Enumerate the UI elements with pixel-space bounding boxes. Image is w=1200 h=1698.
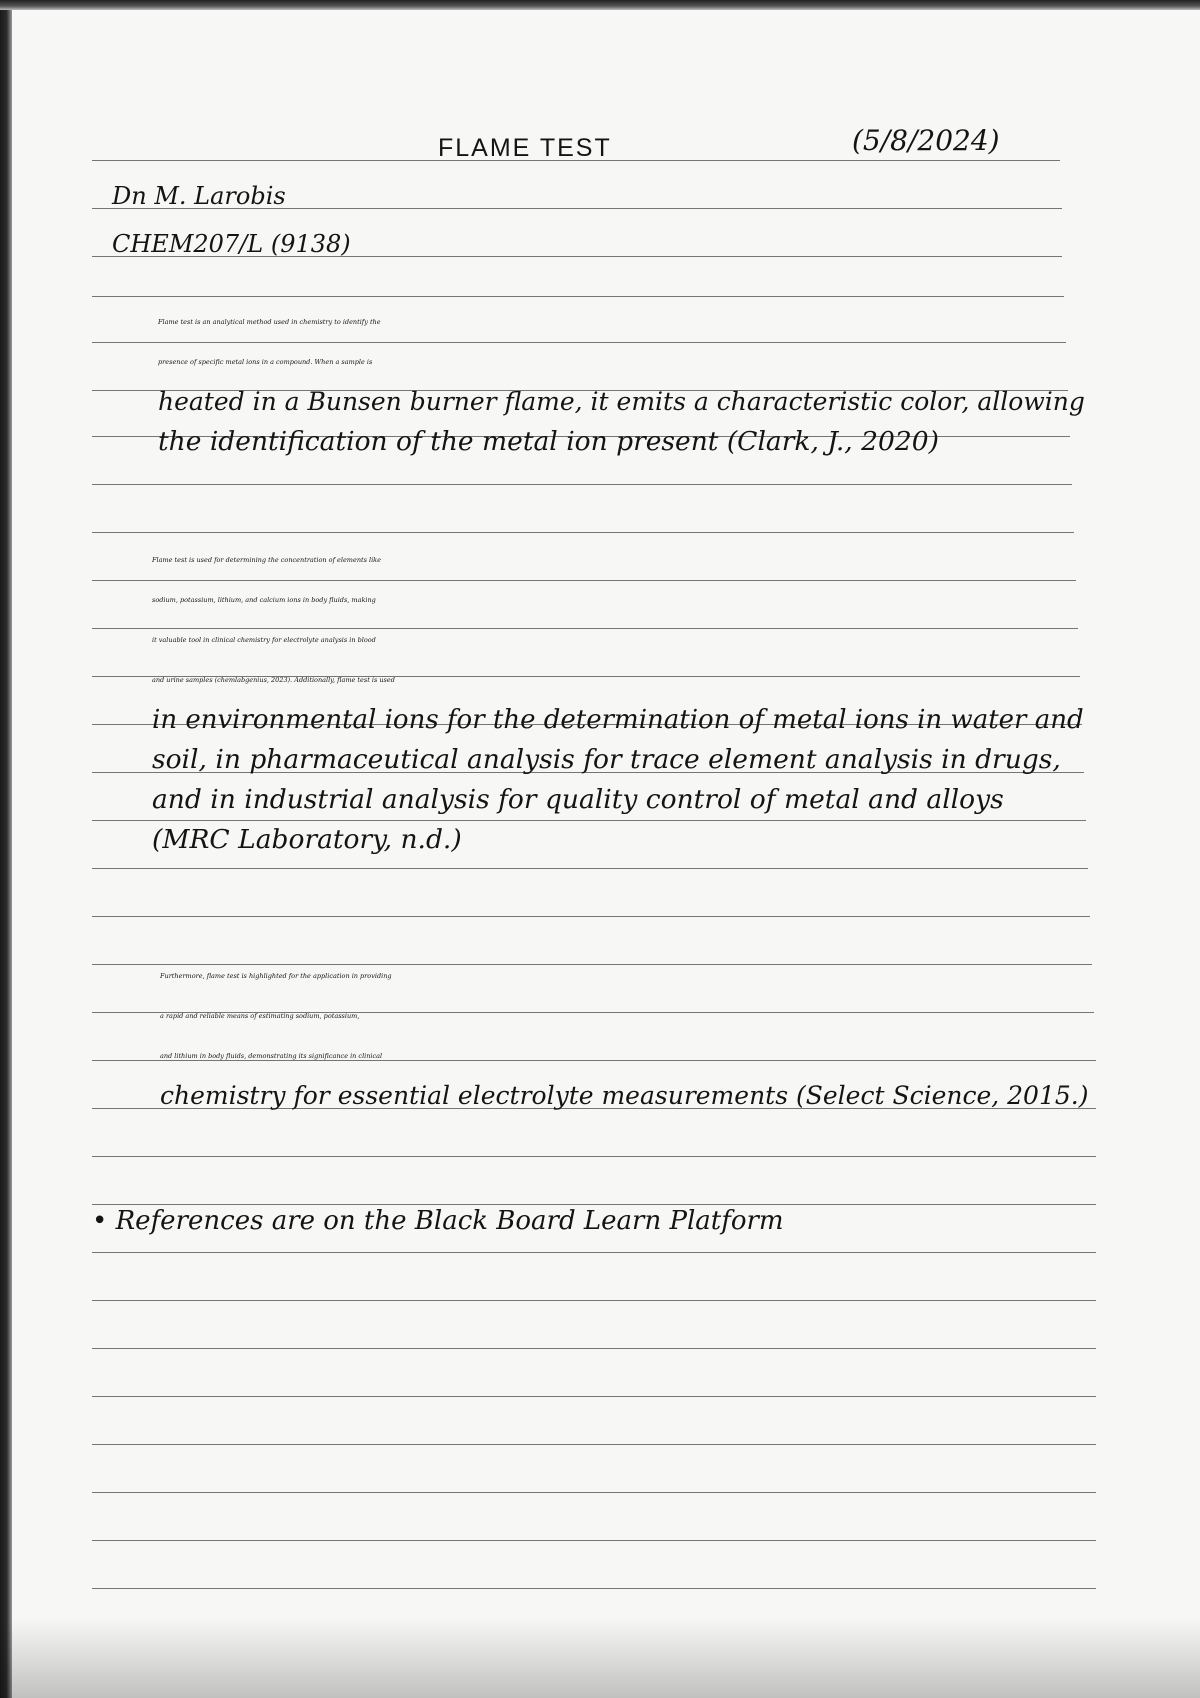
ruled-line — [92, 1588, 1096, 1589]
page-edge-top — [0, 0, 1200, 10]
paragraph-line: chemistry for essential electrolyte measurements (Select Science, 2015.) — [160, 1081, 1089, 1110]
ruled-line — [92, 1156, 1096, 1157]
paragraph-line: presence of specific metal ions in a compound. When a sample is — [158, 358, 373, 366]
paragraph-3 — [160, 956, 1088, 1116]
paragraph-2 — [152, 540, 1084, 860]
page-title: FLAME TEST — [438, 134, 612, 162]
ruled-line — [92, 916, 1090, 917]
paragraph-line: and in industrial analysis for quality control of metal and alloys — [152, 784, 1004, 815]
paragraph-line: heated in a Bunsen burner flame, it emits a characteristic color, allowing — [158, 387, 1085, 416]
paragraph-line: and lithium in body fluids, demonstrating its significance in clinical — [160, 1052, 383, 1060]
paragraph-line: Flame test is an analytical method used in chemistry to identify the — [158, 318, 381, 326]
scan-shadow — [0, 1618, 1200, 1698]
paragraph-line: and urine samples (chemlabgenius, 2023). Additionally, flame test is used — [152, 676, 395, 684]
ruled-line — [92, 1396, 1096, 1397]
paragraph-line: the identification of the metal ion present (Clark, J., 2020) — [158, 426, 939, 457]
ruled-line — [92, 1540, 1096, 1541]
page-edge-left — [0, 0, 12, 1698]
ruled-line — [92, 868, 1088, 869]
ruled-line — [92, 1348, 1096, 1349]
date: (5/8/2024) — [852, 124, 1000, 157]
paragraph-line: a rapid and reliable means of estimating sodium, potassium, — [160, 1012, 360, 1020]
paragraph-line: sodium, potassium, lithium, and calcium ions in body fluids, making — [152, 596, 376, 604]
ruled-line — [92, 532, 1074, 533]
ruled-line — [92, 1300, 1096, 1301]
ruled-line — [92, 1444, 1096, 1445]
ruled-line — [92, 1492, 1096, 1493]
author-name: Dn M. Larobis — [112, 182, 286, 210]
ruled-line — [92, 1204, 1096, 1205]
paragraph-line: in environmental ions for the determination of metal ions in water and — [152, 705, 1084, 735]
course-code: CHEM207/L (9138) — [112, 230, 351, 258]
paragraph-line: soil, in pharmaceutical analysis for trace element analysis in drugs, — [152, 744, 1061, 775]
ruled-line — [92, 296, 1064, 297]
ruled-line — [92, 484, 1072, 485]
paragraph-line: (MRC Laboratory, n.d.) — [152, 824, 462, 855]
references-note: • References are on the Black Board Learn Platform — [92, 1206, 784, 1236]
paragraph-line: Flame test is used for determining the concentration of elements like — [152, 556, 381, 564]
paragraph-line: it valuable tool in clinical chemistry for electrolyte analysis in blood — [152, 636, 376, 644]
ruled-line — [92, 1252, 1096, 1253]
paragraph-line: Furthermore, flame test is highlighted for the application in providing — [160, 972, 392, 980]
paragraph-1 — [158, 302, 1085, 462]
